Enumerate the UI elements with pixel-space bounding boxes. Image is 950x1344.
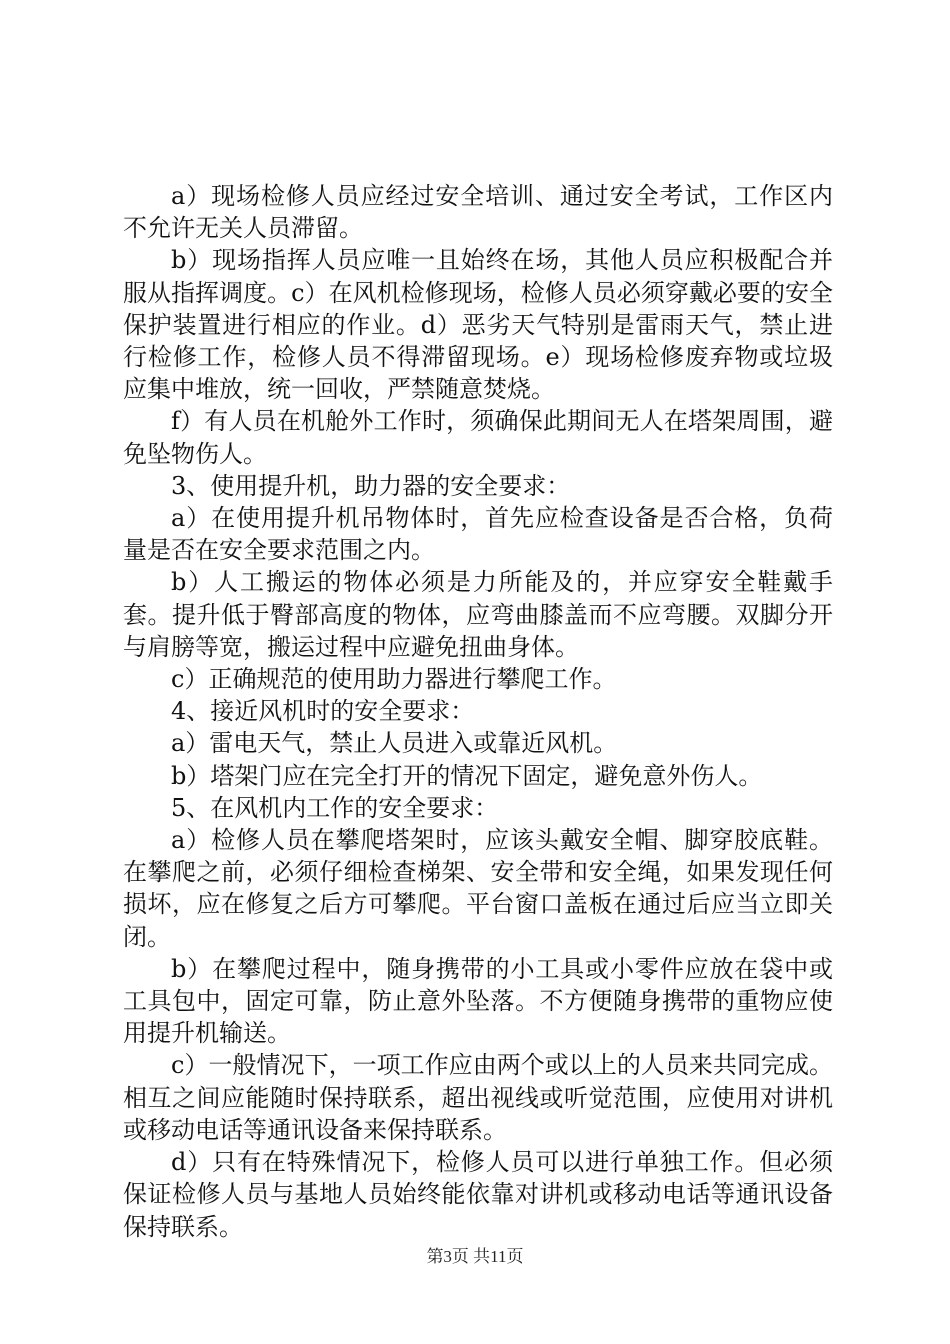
paragraph-5d-solo-work: d）只有在特殊情况下，检修人员可以进行单独工作。但必须保证检修人员与基地人员始终能依靠对讲机或移动电话等通讯设备保持联系。	[123, 1148, 833, 1241]
paragraph-a-training: a）现场检修人员应经过安全培训、通过安全考试，工作区内不允许无关人员滞留。	[123, 182, 833, 243]
section-heading-4: 4、接近风机时的安全要求：	[171, 697, 475, 726]
paragraph-3a-hoist: a）在使用提升机吊物体时，首先应检查设备是否合格，负荷量是否在安全要求范围之内。	[123, 504, 833, 565]
paragraph-3b-manual-handling: b）人工搬运的物体必须是力所能及的，并应穿安全鞋戴手套。提升低于臀部高度的物体，应弯曲膝盖而不应弯腰。双脚分开与肩膀等宽，搬运过程中应避免扭曲身体。	[123, 568, 833, 661]
paragraph-5c-teamwork: c）一般情况下，一项工作应由两个或以上的人员来共同完成。相互之间应能随时保持联系，超出视线或听觉范围，应使用对讲机或移动电话等通讯设备来保持联系。	[123, 1051, 833, 1144]
section-heading-3: 3、使用提升机，助力器的安全要求：	[171, 471, 571, 500]
section-heading-5: 5、在风机内工作的安全要求：	[171, 793, 499, 822]
paragraph-4b-tower-door: b）塔架门应在完全打开的情况下固定，避免意外伤人。	[171, 761, 763, 790]
paragraph-4a-thunder: a）雷电天气，禁止人员进入或靠近风机。	[171, 729, 618, 758]
paragraph-5a-climbing: a）检修人员在攀爬塔架时，应该头戴安全帽、脚穿胶底鞋。在攀爬之前，必须仔细检查梯架、安全带和安全绳，如果发现任何损坏，应在修复之后方可攀爬。平台窗口盖板在通过后应当立即关闭。	[123, 826, 833, 951]
document-body	[123, 180, 833, 1243]
paragraph-f-nacelle: f）有人员在机舱外工作时，须确保此期间无人在塔架周围，避免坠物伤人。	[123, 407, 833, 468]
page-number-footer: 第3页 共11页	[426, 1247, 524, 1266]
paragraph-b-command: b）现场指挥人员应唯一且始终在场，其他人员应积极配合并服从指挥调度。c）在风机检修现场，检修人员必须穿戴必要的安全保护装置进行相应的作业。d）恶劣天气特别是雷雨天气，禁止进行检修工作，检修人员不得滞留现场。e）现场检修废弃物或垃圾应集中堆放，统一回收，严禁随意焚烧。	[123, 246, 833, 404]
paragraph-3c-climb-assist: c）正确规范的使用助力器进行攀爬工作。	[171, 665, 617, 694]
paragraph-5b-tools: b）在攀爬过程中，随身携带的小工具或小零件应放在袋中或工具包中，固定可靠，防止意外坠落。不方便随身携带的重物应使用提升机输送。	[123, 954, 833, 1048]
